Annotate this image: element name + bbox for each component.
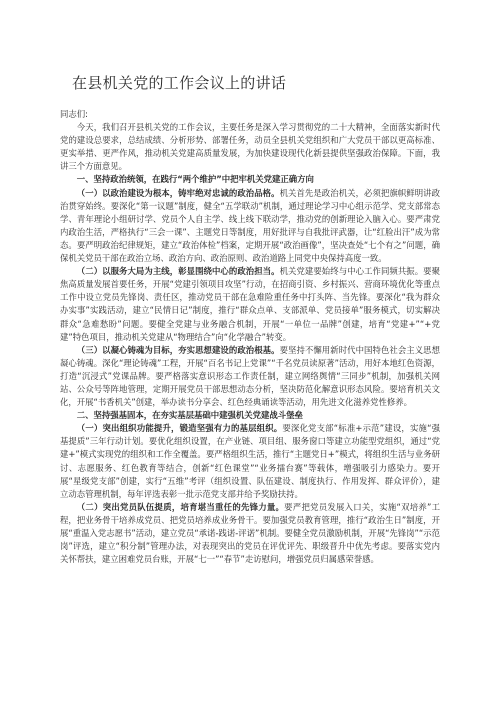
section-1-2-heading: （二）以服务大局为主线，彰显围绕中心的政治担当。 <box>76 266 280 277</box>
section-2-2-body: 要严把党员发展入口关，实施“双培养”工程，把业务骨干培养成党员、把党员培养成业务骨干。要加强党员教育管理，推行“政治生日”制度，开展“重温入党志愿书”活动，建立党员“承诺-践诺-评诺”机制。要健全党员激励机制，开展“先锋岗”“示范岗”评选，建立“积分制”管理办法，对表现突出的党员在评优评先、职级晋升中优先考虑。要落实党内关怀帮扶，建立困难党员台账，开展“七一”“春节”走访慰问，增强党员归属感荣誉感。 <box>60 501 440 565</box>
section-2-2-paragraph <box>60 501 440 566</box>
section-1-1-body: 机关首先是政治机关，必须把旗帜鲜明讲政治贯穿始终。要深化“第一议题”制度，健全“五学联动”机制，通过理论学习中心组示范学、党支部常态学、青年理论小组研讨学、党员个人自主学、线上线下联动学，推动党的创新理论入脑入心。要严肃党内政治生活，严格执行“三会一课”、主题党日等制度，用好批评与自我批评武器，让“红脸出汗”成为常态。要严明政治纪律规矩，建立“政治体检”档案，定期开展“政治画像”，坚决查处“七个有之”问题，确保机关党员干部在政治立场、政治方向、政治原则、政治道路上同党中央保持高度一致。 <box>60 187 441 264</box>
document-title: 在县机关党的工作会议上的讲话 <box>72 74 287 92</box>
section-1-1-paragraph <box>60 187 440 266</box>
greeting: 同志们: <box>60 109 88 119</box>
section-2-1-paragraph <box>60 422 440 501</box>
document-body <box>60 108 440 566</box>
section-2-heading: 二、坚持强基固本，在夯实基层基础中建强机关党建战斗堡垒 <box>76 410 303 421</box>
section-1-3-body: 要坚持不懈用新时代中国特色社会主义思想凝心铸魂。深化“理论铸魂”工程，开展“百名书记上党课”“千名党员读原著”活动，用好本地红色资源，打造“沉浸式”党课品牌。要严格落实意识形态工作责任制，建立网络舆情“三同步”机制，加强机关网站、公众号等阵地管理，定期开展党员干部思想动态分析，坚决防范化解意识形态风险。要培育机关文化，开展“书香机关”创建，举办读书分享会、红色经典诵读等活动，用先进文化滋养党性修养。 <box>60 344 441 408</box>
section-2-1-body: 要深化党支部“标准+示范”建设，实施“强基提质”三年行动计划。要优化组织设置，在产业链、项目组、服务窗口等建立功能型党组织，通过“党建+”模式实现党的组织和工作全覆盖。要严格组织生活，推行“主题党日+”模式，将组织生活与业务研讨、志愿服务、红色教育等结合，创新“红色课堂”“业务擂台赛”等载体，增强吸引力感染力。要开展“星级党支部”创建，实行“五维”考评（组织设置、队伍建设、制度执行、作用发挥、群众评价），建立动态管理机制，每年评选表彰一批示范党支部并给予奖励扶持。 <box>60 423 440 499</box>
section-1-3-paragraph <box>60 344 440 409</box>
section-1-1-heading: （一）以政治建设为根本，铸牢绝对忠诚的政治品格。 <box>76 187 280 198</box>
section-1-3-heading: （三）以凝心铸魂为目标，夯实思想建设的政治根基。 <box>76 344 280 355</box>
section-1-heading: 一、坚持政治统领，在践行“两个维护”中把牢机关党建正确方向 <box>76 174 314 185</box>
section-2-1-heading: （一）突出组织功能提升，锻造坚强有力的基层组织。 <box>76 423 283 434</box>
intro-paragraph: 今天，我们召开县机关党的工作会议，主要任务是深入学习贯彻党的二十大精神，全面落实新时代党的建设总要求，总结成绩、分析形势、部署任务，动员全县机关党组织和广大党员干部以更高标准、更实举措、更严作风，推动机关党建高质量发展，为加快建设现代化新县提供坚强政治保障。下面，我讲三个方面意见。 <box>60 122 440 172</box>
section-1-2-body: 机关党建要始终与中心工作同频共振。要聚焦高质量发展首要任务，开展“党建引领项目攻坚”行动，在招商引资、乡村振兴、营商环境优化等重点工作中设立党员先锋岗、责任区，推动党员干部在急难险重任务中打头阵、当先锋。要深化“我为群众办实事”实践活动，建立“民情日记”制度，推行“群众点单、支部派单、党员接单”服务模式，切实解决群众“急难愁盼”问题。要健全党建与业务融合机制，开展“一单位一品牌”创建，培育“党建+”“+党建”特色项目，推动机关党建从“物理结合”向“化学融合”转变。 <box>60 266 441 342</box>
section-2-2-heading: （二）突出党员队伍提质，培育堪当重任的先锋力量。 <box>76 501 285 512</box>
section-1-2-paragraph <box>60 265 440 344</box>
